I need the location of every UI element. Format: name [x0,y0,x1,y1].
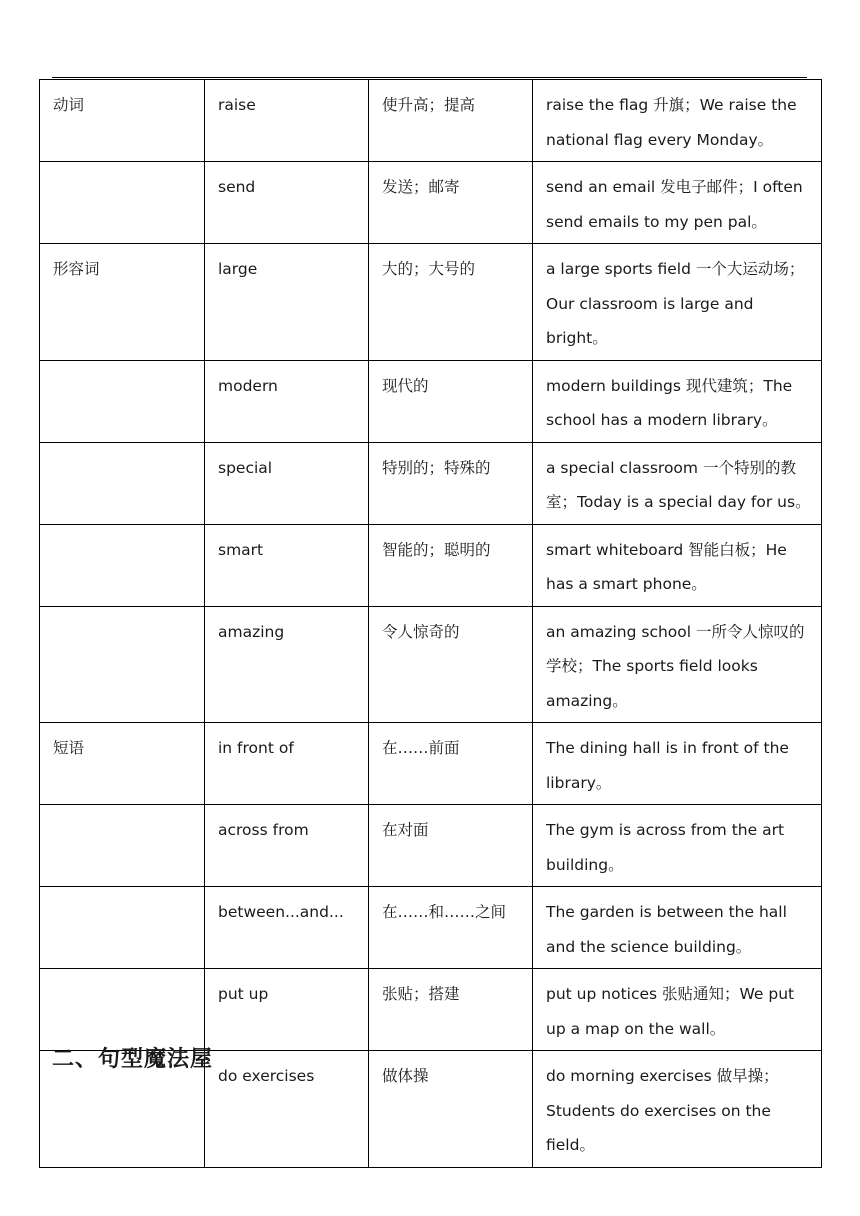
category-cell [40,442,205,524]
vocabulary-table [39,79,822,1168]
meaning-cell: 做体操 [369,1051,533,1168]
word-cell: special [205,442,369,524]
category-cell [40,969,205,1051]
example-cell: an amazing school 一所令人惊叹的学校；The sports field looks amazing。 [533,606,822,723]
meaning-cell: 在……和……之间 [369,887,533,969]
table-row [40,360,822,442]
category-cell: 形容词 [40,244,205,361]
category-cell [40,162,205,244]
category-cell [40,360,205,442]
example-cell: modern buildings 现代建筑；The school has a modern library。 [533,360,822,442]
example-cell: a special classroom 一个特别的教室；Today is a special day for us。 [533,442,822,524]
word-cell: amazing [205,606,369,723]
table-row [40,805,822,887]
meaning-cell: 使升高；提高 [369,80,533,162]
word-cell: raise [205,80,369,162]
category-cell [40,606,205,723]
example-cell: The dining hall is in front of the library。 [533,723,822,805]
meaning-cell: 发送；邮寄 [369,162,533,244]
word-cell: modern [205,360,369,442]
example-cell: smart whiteboard 智能白板；He has a smart phone。 [533,524,822,606]
table-row [40,969,822,1051]
category-cell [40,887,205,969]
example-cell: The gym is across from the art building。 [533,805,822,887]
category-cell: 动词 [40,80,205,162]
meaning-cell: 在对面 [369,805,533,887]
table-row [40,80,822,162]
header-rule [52,77,807,78]
meaning-cell: 智能的；聪明的 [369,524,533,606]
example-cell: a large sports field 一个大运动场；Our classroom is large and bright。 [533,244,822,361]
section-heading: 二、句型魔法屋 [52,1047,214,1072]
word-cell: large [205,244,369,361]
example-cell: send an email 发电子邮件；I often send emails to my pen pal。 [533,162,822,244]
meaning-cell: 在……前面 [369,723,533,805]
table-row [40,442,822,524]
word-cell: smart [205,524,369,606]
meaning-cell: 大的；大号的 [369,244,533,361]
category-cell [40,805,205,887]
meaning-cell: 令人惊奇的 [369,606,533,723]
word-cell: between...and... [205,887,369,969]
table-row [40,887,822,969]
word-cell: do exercises [205,1051,369,1168]
word-cell: across from [205,805,369,887]
meaning-cell: 现代的 [369,360,533,442]
example-cell: put up notices 张贴通知；We put up a map on the wall。 [533,969,822,1051]
category-cell: 短语 [40,723,205,805]
word-cell: send [205,162,369,244]
meaning-cell: 特别的；特殊的 [369,442,533,524]
example-cell: do morning exercises 做早操；Students do exercises on the field。 [533,1051,822,1168]
example-cell: The garden is between the hall and the science building。 [533,887,822,969]
table-row [40,244,822,361]
example-cell: raise the flag 升旗；We raise the national flag every Monday。 [533,80,822,162]
meaning-cell: 张贴；搭建 [369,969,533,1051]
word-cell: put up [205,969,369,1051]
table-row [40,606,822,723]
table-row [40,524,822,606]
category-cell [40,524,205,606]
table-row [40,162,822,244]
word-cell: in front of [205,723,369,805]
table-row [40,723,822,805]
